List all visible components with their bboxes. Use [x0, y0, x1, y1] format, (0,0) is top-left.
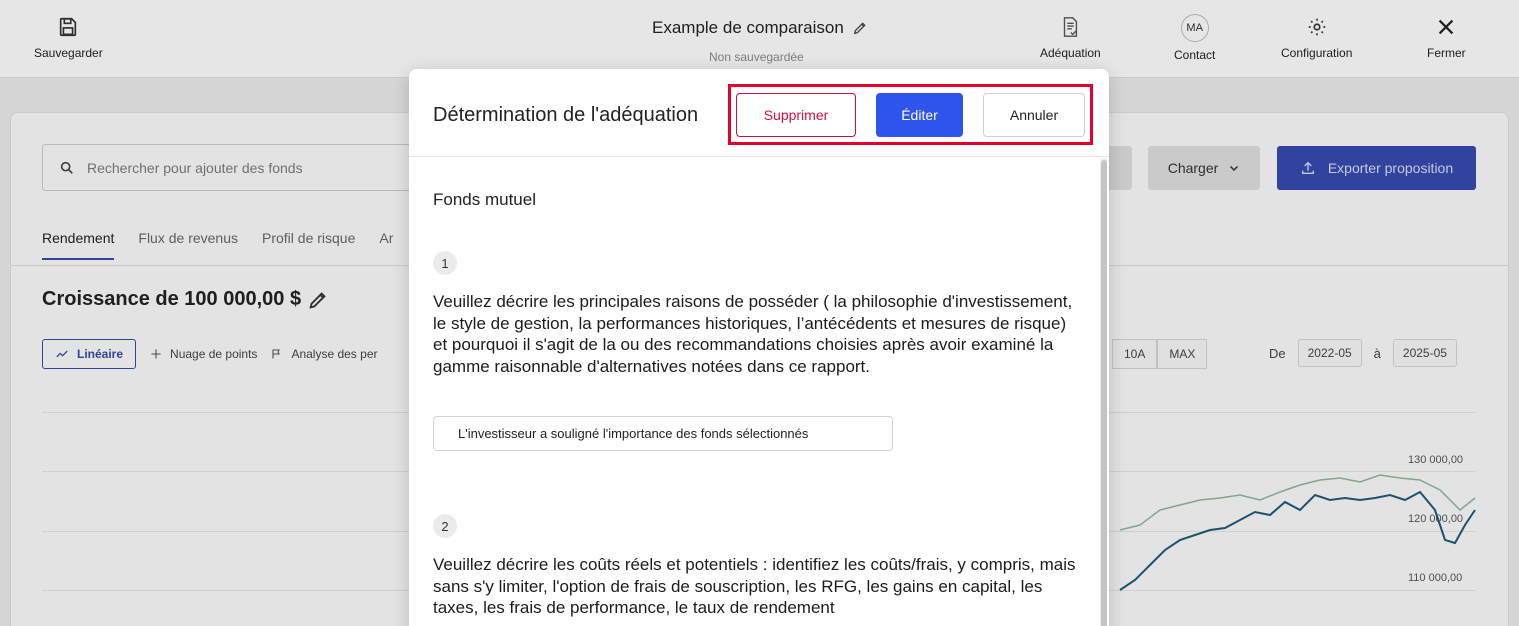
- answer-chip[interactable]: L'investisseur a souligné l'importance des fonds sélectionnés: [433, 416, 893, 451]
- document-title-text: Example de comparaison: [652, 18, 844, 37]
- load-label: Charger: [1167, 160, 1219, 176]
- modal-header: [409, 69, 1109, 157]
- cancel-button[interactable]: Annuler: [983, 93, 1085, 137]
- question-number: 2: [433, 514, 457, 538]
- growth-title-text: Croissance de 100 000,00 $: [42, 288, 302, 310]
- configuration-label: Configuration: [1281, 46, 1353, 60]
- question-text: Veuillez décrire les coûts réels et potentiels : identifiez les coûts/frais, y compris, mais sans s'y limiter, l'option de frais de souscription, les RFG, les gains en capital, les taxes, les frais de performance, le taux de rendement: [433, 555, 1076, 617]
- date-from-label: De: [1269, 345, 1286, 361]
- tab-rendement[interactable]: Rendement: [42, 230, 114, 260]
- delete-button[interactable]: Supprimer: [736, 93, 856, 137]
- save-status: Non sauvegardée: [709, 50, 804, 64]
- date-from-input[interactable]: 2022-05: [1298, 339, 1362, 367]
- tab-flux-de-revenus[interactable]: Flux de revenus: [138, 230, 238, 246]
- date-to-input[interactable]: 2025-05: [1393, 339, 1457, 367]
- search-placeholder: Rechercher pour ajouter des fonds: [87, 159, 303, 176]
- adequacy-modal: [409, 69, 1109, 626]
- range-max-button[interactable]: MAX: [1157, 339, 1207, 369]
- chart-type-scatter-label: Nuage de points: [170, 347, 258, 361]
- y-tick-label: 110 000,00: [1408, 572, 1463, 584]
- modal-body[interactable]: [409, 158, 1109, 626]
- close-label: Fermer: [1427, 46, 1466, 60]
- export-label: Exporter proposition: [1327, 160, 1454, 176]
- chart-type-period-label: Analyse des per: [291, 347, 378, 361]
- tab-profil-de-risque[interactable]: Profil de risque: [262, 230, 356, 246]
- modal-title: Détermination de l'adéquation: [433, 104, 699, 126]
- y-tick-label: 130 000,00: [1408, 454, 1464, 466]
- y-tick-label: 120 000,00: [1408, 513, 1464, 525]
- edit-button[interactable]: Éditer: [876, 93, 963, 137]
- range-10y-button[interactable]: 10A: [1112, 339, 1157, 369]
- section-title: Fonds mutuel: [433, 190, 536, 209]
- question-text: Veuillez décrire les principales raisons de posséder ( la philosophie d'investissement, le style de gestion, la performances historiques, l’antécédents et mesures de risque) et pourquoi il s'agit de la ou des recommandations choisies après avoir examiné la gamme raisonnable d'alternatives notées dans ce rapport.: [433, 292, 1073, 376]
- adequacy-label: Adéquation: [1040, 46, 1101, 60]
- avatar: MA: [1181, 14, 1209, 42]
- contact-label: Contact: [1174, 48, 1216, 62]
- save-label: Sauvegarder: [34, 46, 103, 60]
- question-number: 1: [433, 251, 457, 275]
- chart-type-linear-label: Linéaire: [77, 347, 124, 361]
- tab-truncated[interactable]: Ar: [379, 230, 394, 246]
- modal-scrollbar-thumb[interactable]: [1101, 160, 1107, 626]
- date-to-label: à: [1373, 345, 1381, 361]
